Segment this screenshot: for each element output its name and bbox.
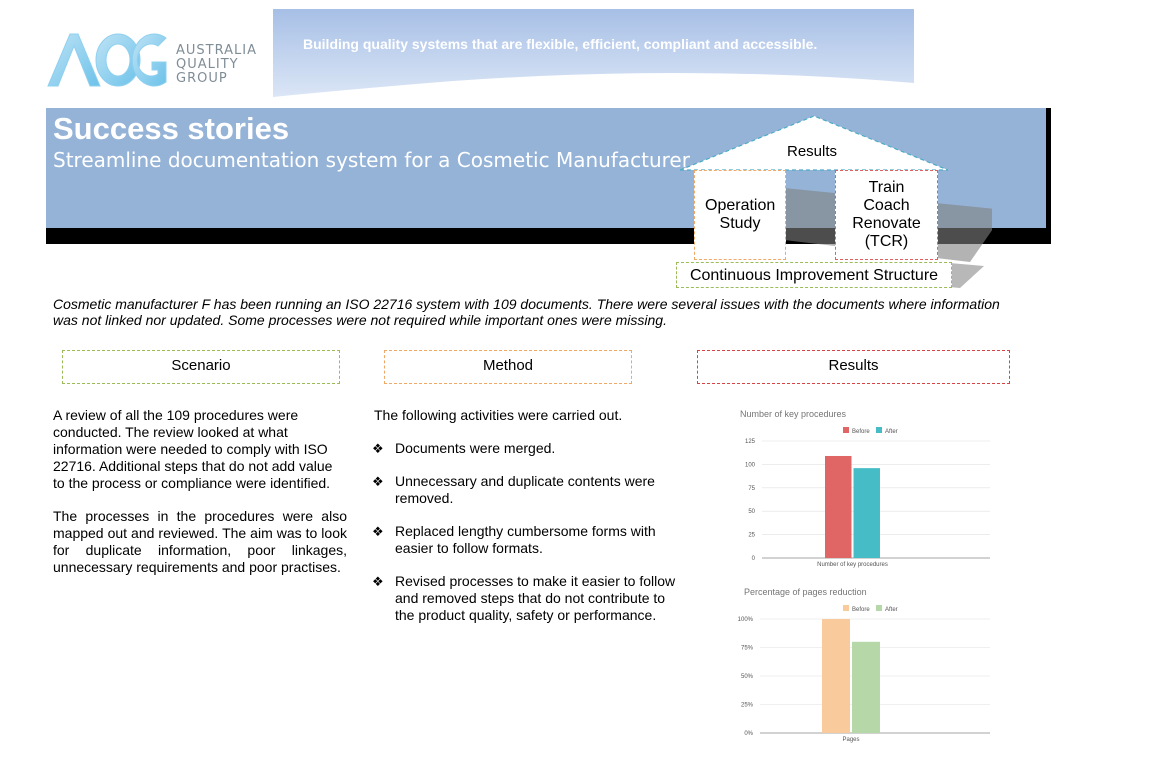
list-item [372, 473, 682, 507]
tagline: Building quality systems that are flexible, efficient, compliant and accessible. [303, 36, 818, 52]
pillar-left-label: Operation Study [705, 197, 776, 232]
method-header: Method [384, 350, 632, 384]
chart-title: Number of key procedures [740, 409, 847, 419]
house-roof-label: Results [787, 143, 838, 160]
page-subtitle: Streamline documentation system for a Cosmetic Manufacturer [53, 148, 690, 172]
bar-after [854, 468, 881, 558]
logo-name: AUSTRALIA QUALITY GROUP [176, 43, 257, 86]
page-title: Success stories [53, 111, 290, 146]
list-item [372, 523, 682, 557]
y-tick-label: 75 [748, 485, 755, 492]
y-tick-label: 25% [740, 702, 753, 709]
intro-paragraph: Cosmetic manufacturer F has been running an ISO 22716 system with 109 documents. There were several issues with the documents where information was not linked nor updated. Some processes were not required while important ones were missing. [53, 296, 1000, 328]
list-item-text: Revised processes to make it easier to follow and removed steps that do not contribute to the product quality, safety or performance. [395, 573, 676, 623]
y-tick-label: 50 [748, 509, 755, 516]
y-tick-label: 0 [751, 556, 755, 562]
list-item-text: Unnecessary and duplicate contents were removed. [395, 473, 655, 506]
bar-before [825, 456, 852, 558]
tcr-line: Coach [863, 197, 910, 214]
y-tick-label: 125 [744, 439, 755, 445]
x-category-label: Pages [842, 737, 860, 743]
list-item-text: Replaced lengthy cumbersome forms with easier to follow formats. [395, 523, 656, 556]
tcr-line: (TCR) [864, 233, 909, 250]
legend-swatch [876, 427, 882, 433]
chart-key-procedures [730, 405, 1020, 575]
diamond-bullet-icon: ❖ [372, 524, 384, 539]
list-item-text: Documents were merged. [395, 440, 556, 456]
diamond-bullet-icon: ❖ [372, 441, 384, 456]
scenario-paragraph-1: A review of all the 109 procedures were conducted. The review looked at what information were needed to comply with ISO 22716. Additional steps that do not add value to the process or compliance were identified. [53, 407, 333, 491]
bar-before [822, 619, 850, 733]
x-category-label: Number of key procedures [817, 562, 888, 568]
tagline-banner [273, 9, 914, 97]
legend-swatch [843, 427, 849, 433]
list-item [372, 440, 682, 457]
bar-after [852, 642, 880, 733]
pillar-right-label [852, 179, 921, 251]
diamond-bullet-icon: ❖ [372, 474, 384, 489]
house-pillar-operation-study [694, 170, 786, 260]
chart-pages-reduction [730, 585, 1020, 745]
legend-swatch [843, 605, 849, 611]
legend-label: After [885, 607, 898, 613]
tcr-line: Train [868, 179, 905, 196]
legend-label: Before [852, 429, 870, 435]
results-header: Results [697, 350, 1010, 384]
diamond-bullet-icon: ❖ [372, 574, 384, 589]
scenario-paragraph-2: The processes in the procedures were also mapped out and reviewed. The aim was to look for duplicate information, poor linkages, unnecessary requirements and poor practises. [53, 508, 347, 575]
method-list [372, 440, 682, 640]
y-tick-label: 50% [740, 674, 753, 680]
y-tick-label: 100% [737, 617, 753, 623]
legend-label: After [885, 429, 898, 435]
y-tick-label: 25 [748, 532, 755, 539]
house-base: Continuous Improvement Structure [676, 262, 952, 288]
scenario-header: Scenario [62, 350, 340, 384]
y-tick-label: 75% [740, 645, 753, 652]
list-item [372, 573, 682, 624]
y-tick-label: 100 [744, 462, 755, 469]
y-tick-label: 0% [744, 731, 753, 737]
house-pillar-tcr [835, 170, 938, 260]
tcr-line: Renovate [852, 215, 921, 232]
chart-title: Percentage of pages reduction [744, 587, 867, 597]
legend-swatch [876, 605, 882, 611]
method-intro: The following activities were carried out. [374, 407, 623, 423]
legend-label: Before [852, 607, 870, 613]
